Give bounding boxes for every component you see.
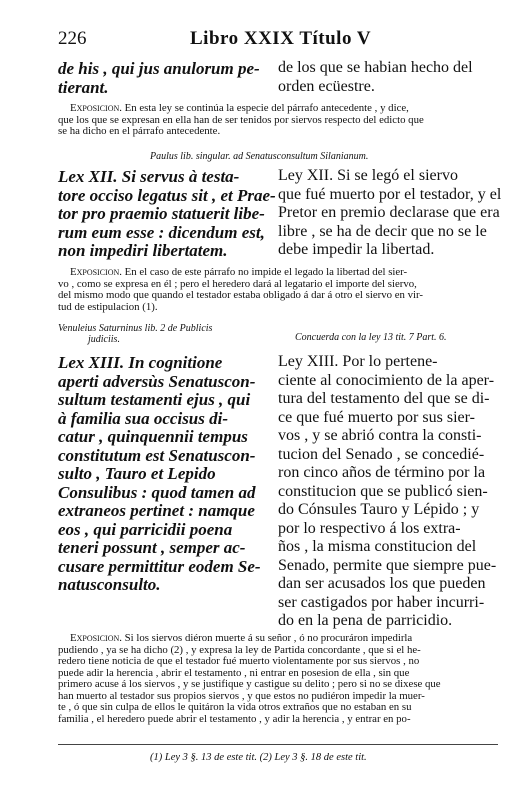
spanish-line: Senado, permite que siempre pue-	[278, 556, 497, 574]
latin-line: teneri possunt , semper ac-	[58, 538, 246, 557]
spanish-line: orden ecüestre.	[278, 77, 375, 95]
latin-line: sultum testamenti ejus , qui	[58, 390, 251, 409]
spanish-line: tucion del Senado , se concedié-	[278, 445, 485, 463]
exposicion-line: familia , el heredero puede abrir el testamento , y adir la herencia , y entrar en po-	[58, 712, 411, 725]
running-title: Libro XXIX Título V	[190, 28, 372, 49]
spanish-line: ron cinco años de término por la	[278, 464, 486, 481]
exposicion-line: te , ó que sin culpa de ellos le quitáron la vida otros extraños que no estaban en su	[58, 701, 412, 713]
source-heading-left	[58, 323, 268, 345]
latin-line: constitutum est Senatuscon-	[58, 445, 256, 465]
spanish-line: debe impedir la libertad.	[278, 241, 435, 258]
spanish-line: ciente al conocimiento de la aper-	[278, 371, 495, 389]
spanish-line: por lo respectivo á los extra-	[278, 519, 461, 537]
spanish-line: Ley XIII. Por lo pertene-	[278, 353, 438, 370]
latin-line: rum eum esse : dicendum est,	[58, 222, 265, 242]
spanish-line: Pretor en premio declarase que era	[278, 204, 500, 221]
source-heading: Paulus lib. singular. ad Senatusconsultum Silanianum.	[150, 151, 369, 162]
latin-line: tor pro praemio statuerit libe-	[58, 204, 265, 223]
exposicion-line: primero acuse á los siervos , y se justifique y castigue su delito ; pero si no se dixese que	[58, 678, 441, 690]
latin-block-13	[58, 354, 268, 595]
latin-line: à familia sua occisus di-	[58, 408, 229, 428]
latin-line: Lex XII. Si servus à testa-	[58, 167, 240, 186]
latin-line: cusare permittitur eodem Se-	[58, 556, 261, 576]
exposicion-label: Exposicion.	[70, 102, 122, 114]
spanish-line: vos , y se abrió contra la consti-	[278, 427, 482, 444]
latin-block-0	[58, 60, 268, 97]
latin-line: catur , quinquennii tempus	[58, 427, 248, 446]
latin-block-12	[58, 167, 276, 261]
spanish-line: que fué muerto por el testador, y el	[278, 185, 502, 203]
latin-line: non impediri libertatem.	[58, 241, 228, 260]
spanish-line: constitucion que se publicó sien-	[278, 482, 488, 500]
latin-line: extraneos pertinet : namque	[58, 501, 255, 520]
exposicion-line: que los que se expresan en ella han de ser tenidos por siervos respecto del edicto que	[58, 113, 424, 126]
spanish-line: libre , se ha de decir que no se le	[278, 222, 487, 240]
latin-line: tierant.	[58, 77, 109, 97]
exposicion-line: Si los siervos diéron muerte á su señor , ó no procuráron impedirla	[124, 632, 413, 644]
spanish-line: ser castigados por haber incurri-	[278, 593, 485, 611]
source-heading-line: judiciis.	[88, 334, 120, 345]
spanish-line: tura del testamento del que se di-	[278, 390, 490, 407]
concordance-note: Concuerda con la ley 13 tit. 7 Part. 6.	[295, 332, 447, 343]
spanish-line: ce que fué muerto por sus sier-	[278, 408, 475, 426]
latin-line: sulto , Tauro et Lepido	[58, 464, 216, 483]
source-heading-line: Venuleius Saturninus lib. 2 de Publicis	[58, 323, 213, 334]
latin-line: aperti adversùs Senatuscon-	[58, 371, 256, 391]
footnotes: (1) Ley 3 §. 13 de este tit. (2) Ley 3 §. 18 de este tit.	[150, 752, 367, 763]
spanish-line: do en la pena de parricidio.	[278, 612, 453, 629]
exposicion-line: del mismo modo que quando el testador estaba obligado á dar á otro el siervo en vir-	[58, 289, 423, 301]
latin-line: de his , qui jus anulorum pe-	[58, 59, 260, 78]
spanish-line: ños , la misma constitucion del	[278, 538, 477, 555]
exposicion-line: vo , como se expresa en él ; pero el heredero dará al legatario el importe del siervo,	[58, 277, 417, 290]
exposicion-1	[58, 102, 498, 137]
exposicion-line: han muerto al testador sus propios siervos , y que estos no pudiéron impedir la muer-	[58, 689, 425, 702]
spanish-line: Ley XII. Si se legó el siervo	[278, 167, 458, 184]
footnote-rule	[58, 744, 498, 745]
exposicion-line: redero tiene noticia de que el testador fué muerto violentamente por sus siervos , no	[58, 655, 420, 667]
latin-line: Consulibus : quod tamen ad	[58, 482, 256, 502]
exposicion-line: se ha dicho en el párrafo antecedente.	[58, 125, 221, 137]
exposicion-label: Exposicion.	[70, 632, 122, 644]
exposicion-label: Exposicion.	[70, 266, 122, 278]
spanish-line: dan ser acusados los que pueden	[278, 575, 486, 592]
exposicion-line: En esta ley se continúa la especie del párrafo antecedente , y dice,	[124, 102, 409, 114]
exposicion-3	[58, 632, 498, 724]
spanish-block-12	[278, 167, 502, 261]
spanish-line: de los que se habian hecho del	[278, 59, 473, 76]
exposicion-line: puede adir la herencia , abrir el testamento , ni entrar en posesion de ella , sin que	[58, 666, 410, 679]
spanish-block-0	[278, 60, 498, 97]
exposicion-2	[58, 266, 498, 312]
page-number: 226	[58, 28, 87, 49]
latin-line: Lex XIII. In cognitione	[58, 353, 223, 372]
exposicion-line: En el caso de este párrafo no impide el legado la libertad del sier-	[124, 266, 408, 278]
exposicion-line: pudiendo , ya se ha dicho (2) , y expresa la ley de Partida concordante , que si el he-	[58, 643, 421, 656]
spanish-line: do Cónsules Tauro y Lépido ; y	[278, 501, 480, 518]
spanish-block-13	[278, 354, 498, 632]
exposicion-line: tud de estipulacion (1).	[58, 300, 158, 313]
latin-line: natusconsulto.	[58, 575, 161, 594]
latin-line: tore occiso legatus sit , et Prae-	[58, 185, 276, 205]
latin-line: eos , qui parricidii poena	[58, 519, 233, 539]
